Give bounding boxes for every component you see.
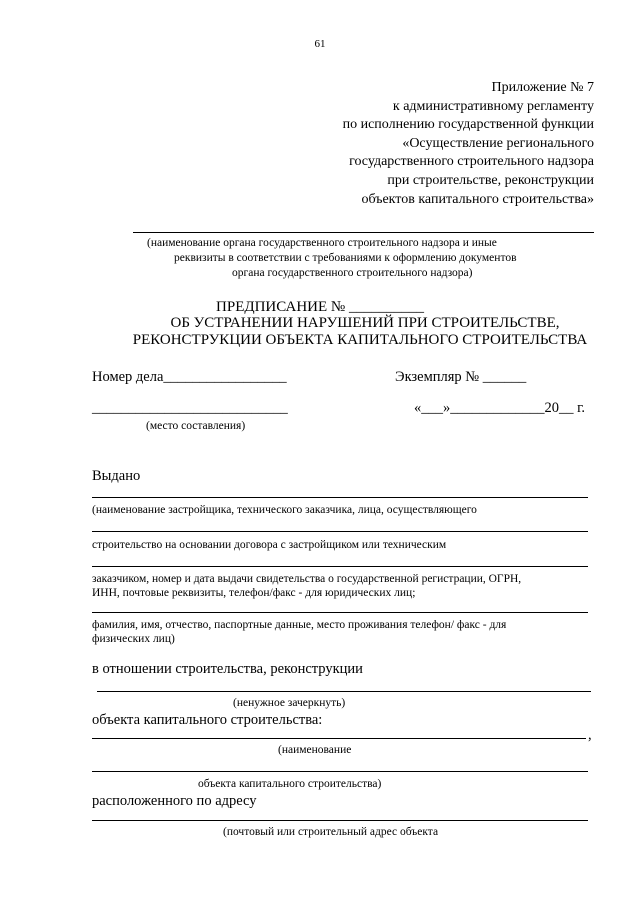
org-note-line: (наименование органа государственного строительного надзора и иные — [147, 237, 497, 249]
appendix-line: Приложение № 7 — [491, 80, 594, 95]
regarding-label: в отношении строительства, реконструкции — [92, 661, 363, 677]
regarding-line — [97, 691, 591, 692]
object-line — [92, 738, 586, 739]
address-note: (почтовый или строительный адрес объекта — [223, 826, 439, 838]
org-line — [133, 232, 594, 233]
issued-line — [92, 531, 588, 532]
appendix-block — [343, 79, 594, 209]
copy-number-field: Экземпляр № ______ — [395, 369, 527, 385]
address-label: расположенного по адресу — [92, 793, 257, 809]
address-line — [92, 820, 588, 821]
issued-note: строительство на основании договора с застройщиком или техническим — [92, 539, 447, 551]
issued-line — [92, 566, 588, 567]
document-title-line: РЕКОНСТРУКЦИИ ОБЪЕКТА КАПИТАЛЬНОГО СТРОИТЕЛЬСТВА — [132, 332, 588, 348]
place-blank: ___________________________ — [92, 400, 288, 416]
issued-label: Выдано — [92, 468, 141, 484]
appendix-line: при строительстве, реконструкции — [387, 172, 594, 188]
appendix-line: государственного строительного надзора — [349, 154, 594, 170]
place-note: (место составления) — [146, 420, 246, 432]
object-line — [92, 771, 588, 772]
object-note: (наименование — [278, 744, 352, 756]
issued-line — [92, 612, 588, 613]
object-note: объекта капитального строительства) — [198, 778, 382, 790]
date-field: «___»_____________20__ г. — [414, 400, 586, 416]
issued-line — [92, 497, 588, 498]
issued-note: ИНН, почтовые реквизиты, телефон/факс - для юридических лиц; — [92, 587, 416, 599]
page-number: 61 — [314, 38, 326, 50]
case-number-field: Номер дела_________________ — [92, 369, 287, 385]
appendix-line: «Осуществление регионального — [402, 135, 594, 151]
object-label: объекта капитального строительства: — [92, 712, 323, 728]
regarding-note: (ненужное зачеркнуть) — [233, 697, 346, 709]
issued-note: физических лиц) — [92, 633, 175, 645]
appendix-line: объектов капитального строительства» — [361, 191, 594, 207]
issued-note: фамилия, имя, отчество, паспортные данные, место проживания телефон/ факс - для — [92, 619, 507, 631]
org-note-line: реквизиты в соответствии с требованиями к оформлению документов — [174, 252, 517, 264]
issued-note: заказчиком, номер и дата выдачи свидетельства о государственной регистрации, ОГРН, — [92, 573, 522, 585]
document-title-line: ОБ УСТРАНЕНИИ НАРУШЕНИЙ ПРИ СТРОИТЕЛЬСТВЕ, — [170, 315, 560, 331]
org-note-line: органа государственного строительного надзора) — [232, 267, 473, 279]
document-title-line: ПРЕДПИСАНИЕ № __________ — [216, 299, 424, 315]
issued-note: (наименование застройщика, технического заказчика, лица, осуществляющего — [92, 504, 477, 516]
object-comma: , — [588, 727, 592, 743]
appendix-line: по исполнению государственной функции — [342, 117, 594, 133]
appendix-line: к административному регламенту — [392, 98, 594, 114]
